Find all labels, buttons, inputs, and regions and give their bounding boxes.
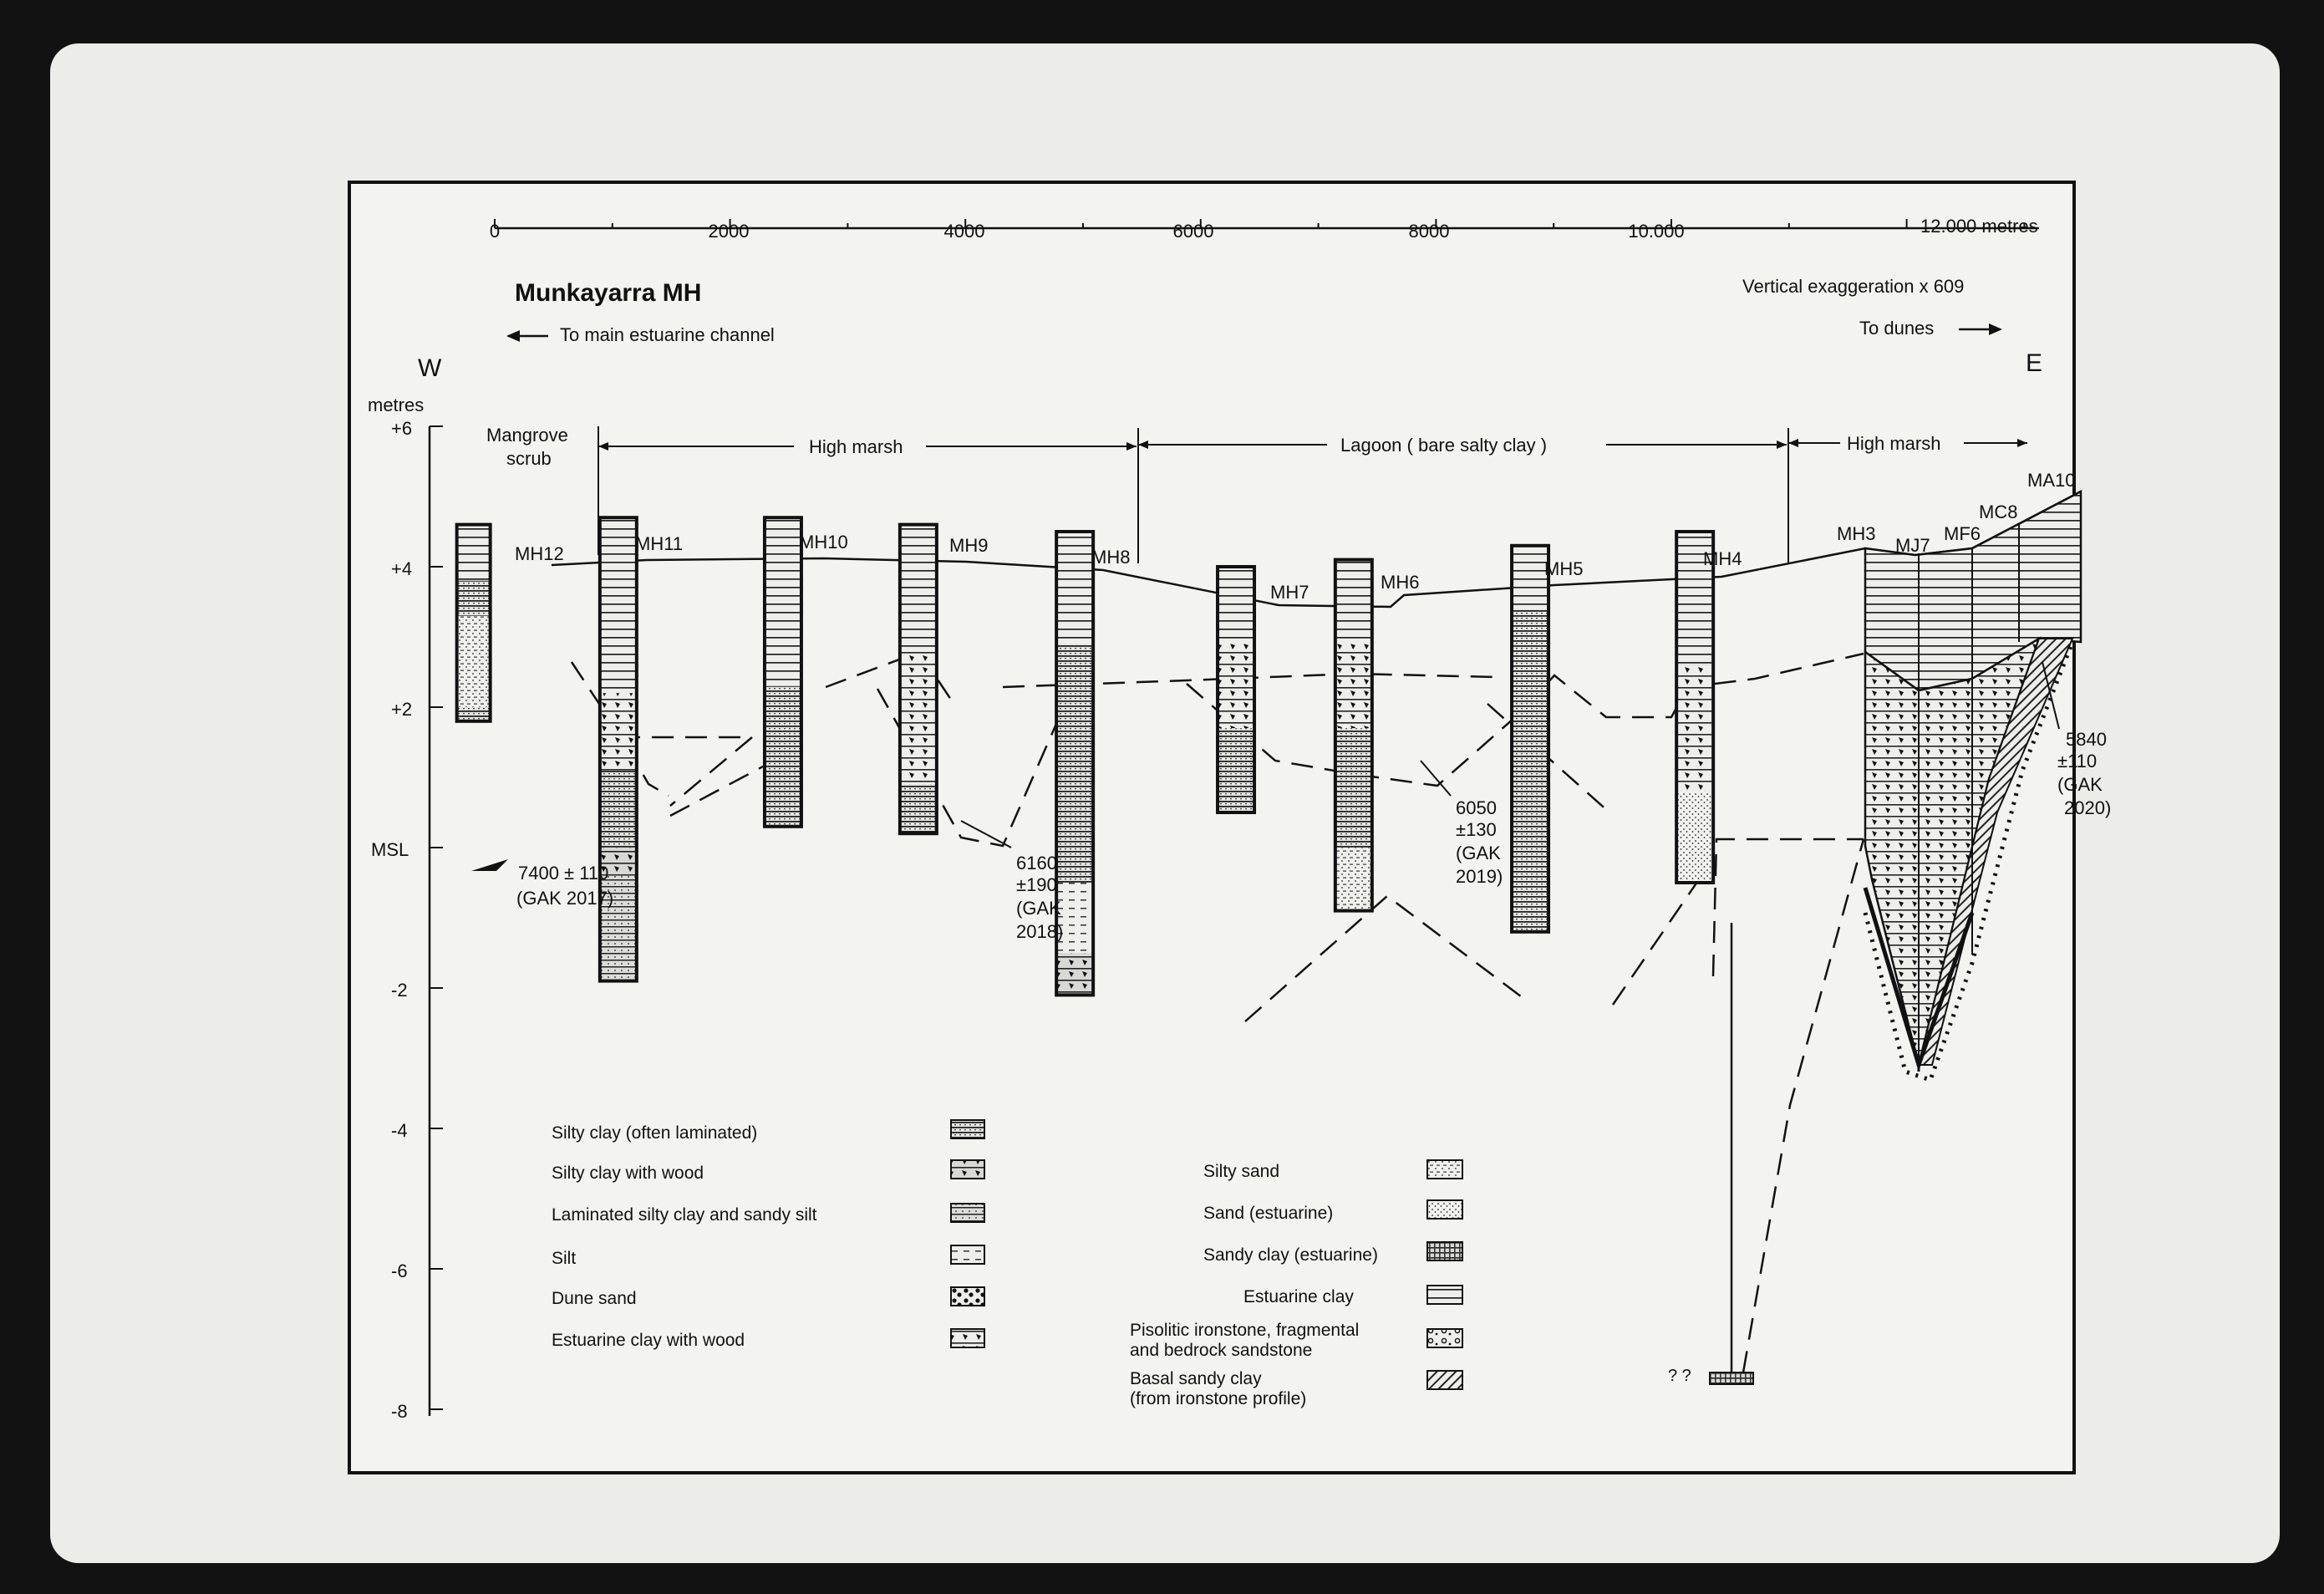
legend-swatch: [1427, 1329, 1462, 1347]
date-lab: 2018): [1016, 921, 1064, 942]
core-layer-silty-clay-wood: [1056, 953, 1093, 995]
legend-item: [1243, 1286, 1462, 1306]
x-tick-label: 12.000 metres: [1920, 216, 2038, 237]
core-layer-estuarine-clay: [1218, 567, 1254, 644]
core-label-mf6: MF6: [1944, 523, 1981, 544]
core-mh11: [600, 517, 637, 980]
legend-label: Silty clay (often laminated): [552, 1123, 758, 1143]
x-tick-label: 2000: [708, 221, 750, 242]
core-label-mh3: MH3: [1837, 523, 1876, 544]
date-age: 7400 ± 110: [518, 863, 609, 884]
core-layer-silty-sand: [457, 616, 491, 707]
core-label-mh5: MH5: [1544, 558, 1584, 579]
core-layer-silty-clay: [1218, 728, 1254, 812]
zone-mangrove: scrub: [506, 448, 552, 469]
core-layer-silty-clay: [765, 686, 801, 827]
core-layer-silty-clay: [600, 771, 637, 848]
core-label-mc8: MC8: [1979, 502, 2018, 522]
core-layer-estuarine-clay: [900, 525, 937, 651]
core-layer-silty-clay: [1056, 644, 1093, 883]
date-error: ±130: [1456, 819, 1497, 840]
zone-lagoon: Lagoon ( bare salty clay ): [1340, 435, 1548, 456]
core-label-mh10: MH10: [799, 532, 848, 553]
legend-swatch: [1427, 1286, 1462, 1304]
figure-title: Munkayarra MH: [515, 279, 702, 307]
legend-swatch: [951, 1204, 984, 1222]
core-layer-estuarine-clay: [1512, 546, 1548, 609]
x-tick-label: 10.000: [1628, 221, 1685, 242]
zone-mangrove: Mangrove: [486, 425, 568, 446]
legend-swatch: [951, 1120, 984, 1138]
date-age: 5840: [2066, 729, 2107, 750]
core-mh7: [1218, 567, 1254, 812]
legend-label: Estuarine clay: [1243, 1287, 1354, 1306]
core-mh6: [1335, 560, 1372, 911]
core-layer-estuarine-clay: [457, 525, 491, 581]
legend-label: Estuarine clay with wood: [552, 1331, 745, 1350]
core-label-mj7: MJ7: [1895, 535, 1930, 556]
date-error: ±110: [2057, 751, 2098, 772]
core-label-ma10: MA10: [2027, 470, 2076, 491]
y-tick-label: -8: [391, 1401, 408, 1422]
core-layer-estuarine-wood: [1335, 644, 1372, 728]
core-mh4: [1676, 532, 1713, 883]
legend-swatch: [951, 1329, 984, 1347]
legend-label: Laminated silty clay and sandy silt: [552, 1205, 817, 1225]
core-label-mh4: MH4: [1703, 548, 1742, 569]
date-lab: (GAK: [1016, 898, 1061, 919]
legend-swatch: [951, 1245, 984, 1264]
core-label-mh12: MH12: [515, 543, 564, 564]
y-tick-label: -4: [391, 1120, 408, 1141]
core-label-mh7: MH7: [1270, 582, 1309, 603]
core-label-mh9: MH9: [949, 535, 989, 556]
legend-label: Pisolitic ironstone, fragmental: [1130, 1321, 1360, 1340]
legend-label: Dune sand: [552, 1289, 637, 1308]
core-layer-estuarine-wood: [600, 693, 637, 770]
core-layer-silty-sand: [1335, 848, 1372, 911]
x-tick-label: 0: [489, 221, 501, 242]
y-tick-label: -6: [391, 1260, 408, 1281]
x-tick-label: 6000: [1172, 221, 1214, 242]
core-layer-estuarine-clay: [600, 517, 637, 693]
core-layer-silty-clay: [457, 581, 491, 616]
legend-label: and bedrock sandstone: [1130, 1341, 1313, 1360]
stratigraphic-section-figure: [50, 43, 2280, 1563]
legend-label: Sandy clay (estuarine): [1203, 1245, 1378, 1265]
x-tick-label: 4000: [943, 221, 985, 242]
core-label-mh8: MH8: [1091, 547, 1131, 568]
to-channel-note: To main estuarine channel: [560, 324, 775, 345]
core-mh5: [1512, 546, 1548, 932]
vertical-exaggeration-note: Vertical exaggeration x 609: [1742, 276, 1965, 297]
legend-label: Sand (estuarine): [1203, 1204, 1334, 1223]
core-layer-estuarine-wood: [1218, 644, 1254, 728]
date-error: ±190: [1016, 874, 1057, 895]
legend-label: Silty sand: [1203, 1162, 1280, 1181]
core-layer-estuarine-wood: [900, 651, 937, 785]
core-layer-estuarine-clay: [1056, 532, 1093, 644]
legend-swatch: [1427, 1371, 1462, 1389]
core-layer-silty-clay: [900, 784, 937, 833]
slide-mount: [50, 43, 2280, 1563]
zone-high-marsh: High marsh: [1847, 433, 1941, 454]
legend-swatch: [951, 1160, 984, 1179]
date-lab: 2019): [1456, 866, 1503, 887]
legend-label: Silt: [552, 1249, 577, 1268]
core-layer-silty-clay: [457, 707, 491, 721]
date-lab: (GAK: [2057, 774, 2103, 795]
y-tick-label: +2: [391, 699, 413, 720]
core-layer-estuarine-clay: [1335, 560, 1372, 644]
legend-swatch: [951, 1287, 984, 1306]
x-tick-label: 8000: [1408, 221, 1450, 242]
to-dunes-note: To dunes: [1859, 318, 1935, 339]
legend-swatch: [1427, 1242, 1462, 1260]
legend-swatch: [1427, 1200, 1462, 1219]
date-lab: (GAK: [1456, 843, 1501, 863]
y-axis-unit: metres: [368, 395, 425, 415]
east-label: E: [2026, 349, 2043, 377]
core-layer-estuarine-clay: [765, 517, 801, 686]
y-tick-label: +6: [391, 418, 413, 439]
legend-label: Silty clay with wood: [552, 1164, 704, 1183]
core-layer-silty-clay: [1335, 728, 1372, 848]
core-mh9: [900, 525, 937, 834]
y-tick-label: MSL: [371, 839, 409, 860]
core-layer-sand: [1676, 792, 1713, 883]
legend-label: Basal sandy clay: [1130, 1369, 1262, 1388]
date-lab: (GAK 2017): [516, 888, 614, 909]
date-age: 6050: [1456, 797, 1497, 818]
core-layer-estuarine-wood: [1676, 665, 1713, 792]
zone-high-marsh: High marsh: [809, 436, 903, 457]
west-label: W: [418, 354, 442, 382]
core-label-mh6: MH6: [1381, 572, 1420, 593]
date-age: 6160: [1016, 853, 1057, 873]
core-mh12: [457, 525, 491, 721]
y-tick-label: +4: [391, 558, 413, 579]
legend-swatch: [1427, 1160, 1462, 1179]
core-layer-silty-clay: [1512, 609, 1548, 931]
core-mh10: [765, 517, 801, 827]
y-tick-label: -2: [391, 980, 408, 1001]
date-lab: 2020): [2064, 797, 2112, 818]
core-layer-silt: [1056, 883, 1093, 953]
unknown-base-label: ? ?: [1668, 1367, 1691, 1385]
legend-label: (from ironstone profile): [1130, 1389, 1307, 1408]
core-label-mh11: MH11: [635, 533, 684, 554]
